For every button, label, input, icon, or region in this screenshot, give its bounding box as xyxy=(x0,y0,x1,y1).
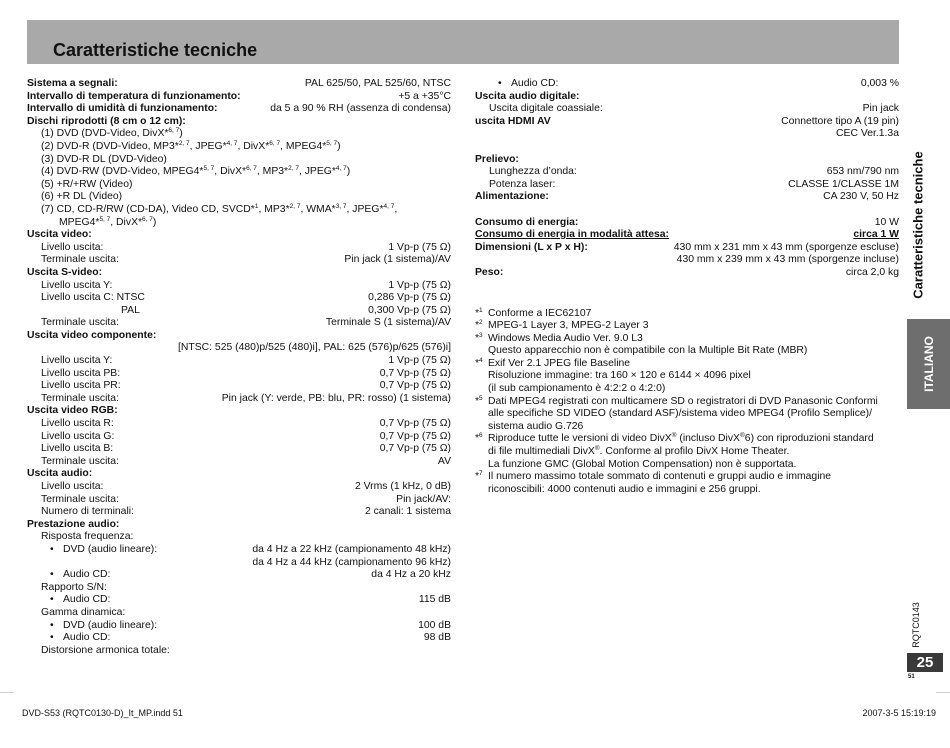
spec-label: Uscita audio: xyxy=(27,468,93,480)
spec-value: 10 W xyxy=(874,216,899,228)
footnote-line xyxy=(475,408,899,421)
left-spec-row xyxy=(27,217,451,230)
left-spec-row xyxy=(27,557,451,570)
spec-label: Livello uscita Y: xyxy=(41,355,113,367)
spec-value: PAL 625/50, PAL 525/60, NTSC xyxy=(304,78,451,89)
left-spec-row xyxy=(27,569,451,582)
spec-label: Terminale uscita: xyxy=(41,392,119,404)
footnote-line xyxy=(475,484,899,497)
specs-left-column xyxy=(27,78,451,657)
left-spec-row xyxy=(27,368,451,381)
right-spec-row xyxy=(475,116,899,129)
spec-value: 430 mm x 231 mm x 43 mm (sporgenze escluse) xyxy=(673,241,899,253)
footnote-line xyxy=(475,358,899,371)
footnote-text: Questo apparecchio non è compatibile con la Multiple Bit Rate (MBR) xyxy=(488,345,808,357)
specs-right-column xyxy=(475,78,899,496)
spec-label: Consumo di energia in modalità attesa: xyxy=(475,229,669,241)
doc-code xyxy=(905,600,927,650)
spec-value: 0,7 Vp-p (75 Ω) xyxy=(379,430,451,442)
spec-label: Intervallo di temperatura di funzionamento: xyxy=(27,90,241,102)
spec-label: • Audio CD: xyxy=(63,594,110,607)
spec-value: circa 1 W xyxy=(853,229,899,241)
left-spec-row xyxy=(27,204,451,217)
right-spec-row xyxy=(475,141,899,154)
spec-label: PAL xyxy=(121,304,140,316)
left-spec-row xyxy=(27,519,451,532)
spec-label: Livello uscita R: xyxy=(41,418,114,430)
footer-file-info: DVD-S53 (RQTC0130-D)_It_MP.indd 51 xyxy=(22,708,183,718)
left-spec-row xyxy=(27,229,451,242)
footnote-text: Exif Ver 2.1 JPEG file Baseline xyxy=(488,357,631,369)
right-spec-row xyxy=(475,242,899,255)
page-title: Caratteristiche tecniche xyxy=(53,40,258,60)
right-spec-row xyxy=(475,154,899,167)
spec-label: Prelievo: xyxy=(475,153,519,165)
footnote-text: Dati MPEG4 registrati con multicamere SD o registratori di DVD Panasonic Conformi xyxy=(488,395,878,407)
footnote-marker: *$^4$ xyxy=(475,356,483,369)
footnotes xyxy=(475,308,899,497)
right-spec-row xyxy=(475,204,899,217)
footnote-marker: *$^5$ xyxy=(475,394,483,407)
left-spec-row xyxy=(27,481,451,494)
right-spec-row xyxy=(475,217,899,230)
spec-value: AV xyxy=(437,455,451,467)
spec-value: 100 dB xyxy=(418,619,451,631)
spec-label: MPEG4*$^{5, 7}$, DivX*$^{6, 7}$) xyxy=(59,215,157,228)
spec-label: Numero di terminali: xyxy=(41,506,134,518)
left-spec-row xyxy=(27,91,451,104)
footnote-marker: *$^7$ xyxy=(475,470,483,483)
spec-label: Terminale uscita: xyxy=(41,493,119,505)
footnote-line xyxy=(475,396,899,409)
left-spec-row xyxy=(27,317,451,330)
left-spec-row xyxy=(27,544,451,557)
footnote-line xyxy=(475,370,899,383)
right-spec-row xyxy=(475,166,899,179)
spec-label: Lunghezza d’onda: xyxy=(489,166,577,178)
left-spec-row xyxy=(27,405,451,418)
language-tab xyxy=(907,319,950,409)
page-number: 25 xyxy=(907,653,943,672)
spec-label: Sistema a segnali: xyxy=(27,78,118,89)
specs-right-rows xyxy=(475,78,899,280)
right-spec-row xyxy=(475,103,899,116)
left-spec-row xyxy=(27,254,451,267)
left-spec-row xyxy=(27,494,451,507)
left-spec-row xyxy=(27,267,451,280)
footnote-line xyxy=(475,308,899,321)
spec-label: Livello uscita Y: xyxy=(41,279,113,291)
footnote-text: (il sub campionamento è 4:2:2 o 4:2:0) xyxy=(488,383,666,395)
footnote-line xyxy=(475,333,899,346)
right-spec-row xyxy=(475,229,899,242)
spec-value: 0,300 Vp-p (75 Ω) xyxy=(368,304,451,316)
left-spec-row xyxy=(27,103,451,116)
right-spec-row xyxy=(475,254,899,267)
spec-value: +5 a +35°C xyxy=(398,90,451,102)
spec-label: Potenza laser: xyxy=(489,178,556,190)
spec-label: Dimensioni (L x P x H): xyxy=(475,241,588,253)
left-spec-row xyxy=(27,280,451,293)
spec-label: Uscita video: xyxy=(27,229,92,241)
spec-value: [NTSC: 525 (480)p/525 (480)i], PAL: 625 (576)p/625 (576)i] xyxy=(177,342,451,354)
left-spec-row xyxy=(27,393,451,406)
spec-label: uscita HDMI AV xyxy=(475,115,551,127)
spec-value: 0,286 Vp-p (75 Ω) xyxy=(368,292,451,304)
spec-value: Pin jack (1 sistema)/AV xyxy=(344,254,451,266)
spec-label: Gamma dinamica: xyxy=(41,606,126,618)
left-spec-row xyxy=(27,78,451,91)
spec-label: • Audio CD: xyxy=(63,569,110,582)
footnote-line xyxy=(475,433,899,446)
spec-value: 115 dB xyxy=(418,594,451,606)
left-spec-row xyxy=(27,355,451,368)
spec-label: Distorsione armonica totale: xyxy=(41,644,170,656)
spec-value: da 5 a 90 % RH (assenza di condensa) xyxy=(270,103,451,115)
spec-label: Dischi riprodotti (8 cm o 12 cm): xyxy=(27,115,186,127)
left-spec-row xyxy=(27,342,451,355)
spec-label: Consumo di energia: xyxy=(475,216,579,228)
spec-value: 0,7 Vp-p (75 Ω) xyxy=(379,443,451,455)
spec-value: Terminale S (1 sistema)/AV xyxy=(325,317,451,329)
footnote-text: MPEG-1 Layer 3, MPEG-2 Layer 3 xyxy=(488,320,649,332)
left-spec-row xyxy=(27,166,451,179)
left-spec-row xyxy=(27,632,451,645)
footnote-marker: *$^3$ xyxy=(475,331,483,344)
crop-mark-right xyxy=(936,692,950,693)
footnote-text: Riproduce tutte le versioni di video DivX® (incluso DivX®6) con riproduzioni standard xyxy=(488,432,874,445)
spec-label: (3) DVD-R DL (DVD-Video) xyxy=(41,153,167,165)
footnote-text: alle specifiche SD VIDEO (standard ASF)/sistema video MPEG4 (Profilo Semplice)/ xyxy=(488,408,873,420)
doc-code-text: RQTC0143 xyxy=(911,602,921,648)
crop-mark-left xyxy=(0,692,14,693)
spec-value: 98 dB xyxy=(423,632,451,644)
footnote-text: di file multimediali DivX®. Conforme al profilo DivX Home Theater. xyxy=(488,445,790,458)
spec-label: Risposta frequenza: xyxy=(41,531,134,543)
spec-label: (5) +R/+RW (Video) xyxy=(41,178,133,190)
spec-value: CA 230 V, 50 Hz xyxy=(823,191,899,203)
spec-label: • DVD (audio lineare): xyxy=(63,544,157,557)
spec-value: da 4 Hz a 44 kHz (campionamento 96 kHz) xyxy=(252,556,451,568)
spec-label: Uscita video componente: xyxy=(27,329,157,341)
spec-value: 1 Vp-p (75 Ω) xyxy=(388,241,451,253)
left-spec-row xyxy=(27,305,451,318)
right-spec-row xyxy=(475,191,899,204)
left-spec-row xyxy=(27,594,451,607)
left-spec-row xyxy=(27,116,451,129)
spec-value: CEC Ver.1.3a xyxy=(836,128,899,140)
spec-value: Pin jack xyxy=(862,103,899,115)
spec-label: • Audio CD: xyxy=(511,78,558,91)
spec-label: Livello uscita PB: xyxy=(41,367,121,379)
spec-label: Terminale uscita: xyxy=(41,254,119,266)
spec-label: Intervallo di umidità di funzionamento: xyxy=(27,103,218,115)
footnote-text: Conforme a IEC62107 xyxy=(488,307,592,319)
left-spec-row xyxy=(27,506,451,519)
left-spec-row xyxy=(27,431,451,444)
spec-label: Peso: xyxy=(475,266,504,278)
footnote-text: Risoluzione immagine: tra 160 × 120 e 6144 × 4096 pixel xyxy=(488,370,751,382)
language-tab-label: ITALIANO xyxy=(921,336,936,392)
left-spec-row xyxy=(27,179,451,192)
footnote-text: sistema audio G.726 xyxy=(488,420,584,432)
footnote-line xyxy=(475,383,899,396)
footnote-marker: *$^1$ xyxy=(475,306,483,319)
spec-label: Terminale uscita: xyxy=(41,455,119,467)
spec-label: Rapporto S/N: xyxy=(41,581,107,593)
footnote-line xyxy=(475,421,899,434)
page-number-small: 51 xyxy=(908,674,915,680)
spec-value: 2 Vrms (1 kHz, 0 dB) xyxy=(354,481,451,492)
left-spec-row xyxy=(27,645,451,658)
side-section-title xyxy=(904,140,932,310)
section-header xyxy=(27,20,899,64)
left-spec-row xyxy=(27,380,451,393)
left-spec-row xyxy=(27,128,451,141)
spec-label: Livello uscita B: xyxy=(41,443,114,455)
spec-value: 653 nm/790 nm xyxy=(826,166,899,178)
left-spec-row xyxy=(27,607,451,620)
footnote-line xyxy=(475,459,899,472)
footnote-text: La funzione GMC (Global Motion Compensation) non è supportata. xyxy=(488,458,797,470)
left-spec-row xyxy=(27,443,451,456)
spec-label: Livello uscita C: NTSC xyxy=(41,292,145,304)
footnote-line xyxy=(475,471,899,484)
spec-value: Pin jack/AV: xyxy=(396,493,451,505)
right-spec-row xyxy=(475,91,899,104)
left-spec-row xyxy=(27,582,451,595)
spec-value: 1 Vp-p (75 Ω) xyxy=(388,279,451,291)
footnote-text: riconoscibili: 4000 contenuti audio e immagini e 256 gruppi. xyxy=(488,483,761,495)
spec-label: Uscita video RGB: xyxy=(27,405,118,417)
left-spec-row xyxy=(27,141,451,154)
right-spec-row xyxy=(475,128,899,141)
footer-timestamp: 2007-3-5 15:19:19 xyxy=(862,708,936,718)
footnote-line xyxy=(475,345,899,358)
left-spec-row xyxy=(27,456,451,469)
spec-label: Uscita audio digitale: xyxy=(475,90,580,102)
right-spec-row xyxy=(475,267,899,280)
spec-value: 0,7 Vp-p (75 Ω) xyxy=(379,380,451,392)
spec-value: CLASSE 1/CLASSE 1M xyxy=(788,178,899,190)
footnote-marker: *$^6$ xyxy=(475,432,483,445)
side-section-title-text: Caratteristiche tecniche xyxy=(910,151,926,299)
spec-label: Terminale uscita: xyxy=(41,317,119,329)
spec-label: (2) DVD-R (DVD-Video, MP3*$^{2, 7}$, JPEG*$^{4, 7}$, DivX*$^{6, 7}$, MPEG4*$^{5, 7}$) xyxy=(41,139,341,152)
left-spec-row xyxy=(27,418,451,431)
spec-label: (4) DVD-RW (DVD-Video, MPEG4*$^{5, 7}$, DivX*$^{6, 7}$, MP3*$^{2, 7}$, JPEG*$^{4, 7}$) xyxy=(41,165,351,178)
right-spec-row xyxy=(475,179,899,192)
footnote-text: Windows Media Audio Ver. 9.0 L3 xyxy=(488,332,643,344)
spec-label: • DVD (audio lineare): xyxy=(63,620,157,633)
spec-label: • Audio CD: xyxy=(63,632,110,645)
spec-value: 0,7 Vp-p (75 Ω) xyxy=(379,367,451,379)
left-spec-row xyxy=(27,468,451,481)
left-spec-row xyxy=(27,330,451,343)
spec-label: Uscita digitale coassiale: xyxy=(489,103,603,115)
left-spec-row xyxy=(27,242,451,255)
spec-label: Prestazione audio: xyxy=(27,518,120,530)
spec-label: (7) CD, CD-R/RW (CD-DA), Video CD, SVCD*$^1$, MP3*$^{2, 7}$, WMA*$^{3, 7}$, JPEG*$^{4, 7}$, xyxy=(41,202,398,215)
right-spec-row xyxy=(475,78,899,91)
left-spec-row xyxy=(27,620,451,633)
spec-value: Connettore tipo A (19 pin) xyxy=(781,115,899,127)
footnote-line xyxy=(475,446,899,459)
spec-value: 0,7 Vp-p (75 Ω) xyxy=(379,418,451,430)
spec-value: 1 Vp-p (75 Ω) xyxy=(388,355,451,367)
footnote-text: Il numero massimo totale sommato di contenuti e gruppi audio e immagine xyxy=(488,471,832,483)
spec-label: Livello uscita PR: xyxy=(41,380,121,392)
spec-label: Livello uscita: xyxy=(41,481,104,492)
spec-label: Livello uscita G: xyxy=(41,430,115,442)
spec-value: Pin jack (Y: verde, PB: blu, PR: rosso) (1 sistema) xyxy=(221,392,451,404)
spec-label: (6) +R DL (Video) xyxy=(41,191,123,203)
spec-label: Alimentazione: xyxy=(475,191,549,203)
footnote-line xyxy=(475,320,899,333)
left-spec-row xyxy=(27,154,451,167)
spec-label: Uscita S-video: xyxy=(27,266,103,278)
spec-label: (1) DVD (DVD-Video, DivX*$^{6, 7}$) xyxy=(41,127,183,140)
left-spec-row xyxy=(27,531,451,544)
spec-value: 2 canali: 1 sistema xyxy=(364,506,451,518)
left-spec-row xyxy=(27,292,451,305)
spec-value: 430 mm x 239 mm x 43 mm (sporgenze incluse) xyxy=(676,254,899,266)
footnote-marker: *$^2$ xyxy=(475,319,483,332)
spec-value: da 4 Hz a 20 kHz xyxy=(371,569,451,581)
spec-label: Livello uscita: xyxy=(41,241,104,253)
spec-value: da 4 Hz a 22 kHz (campionamento 48 kHz) xyxy=(252,543,451,555)
spec-value: circa 2,0 kg xyxy=(845,266,899,278)
spec-value: 0,003 % xyxy=(860,78,899,89)
